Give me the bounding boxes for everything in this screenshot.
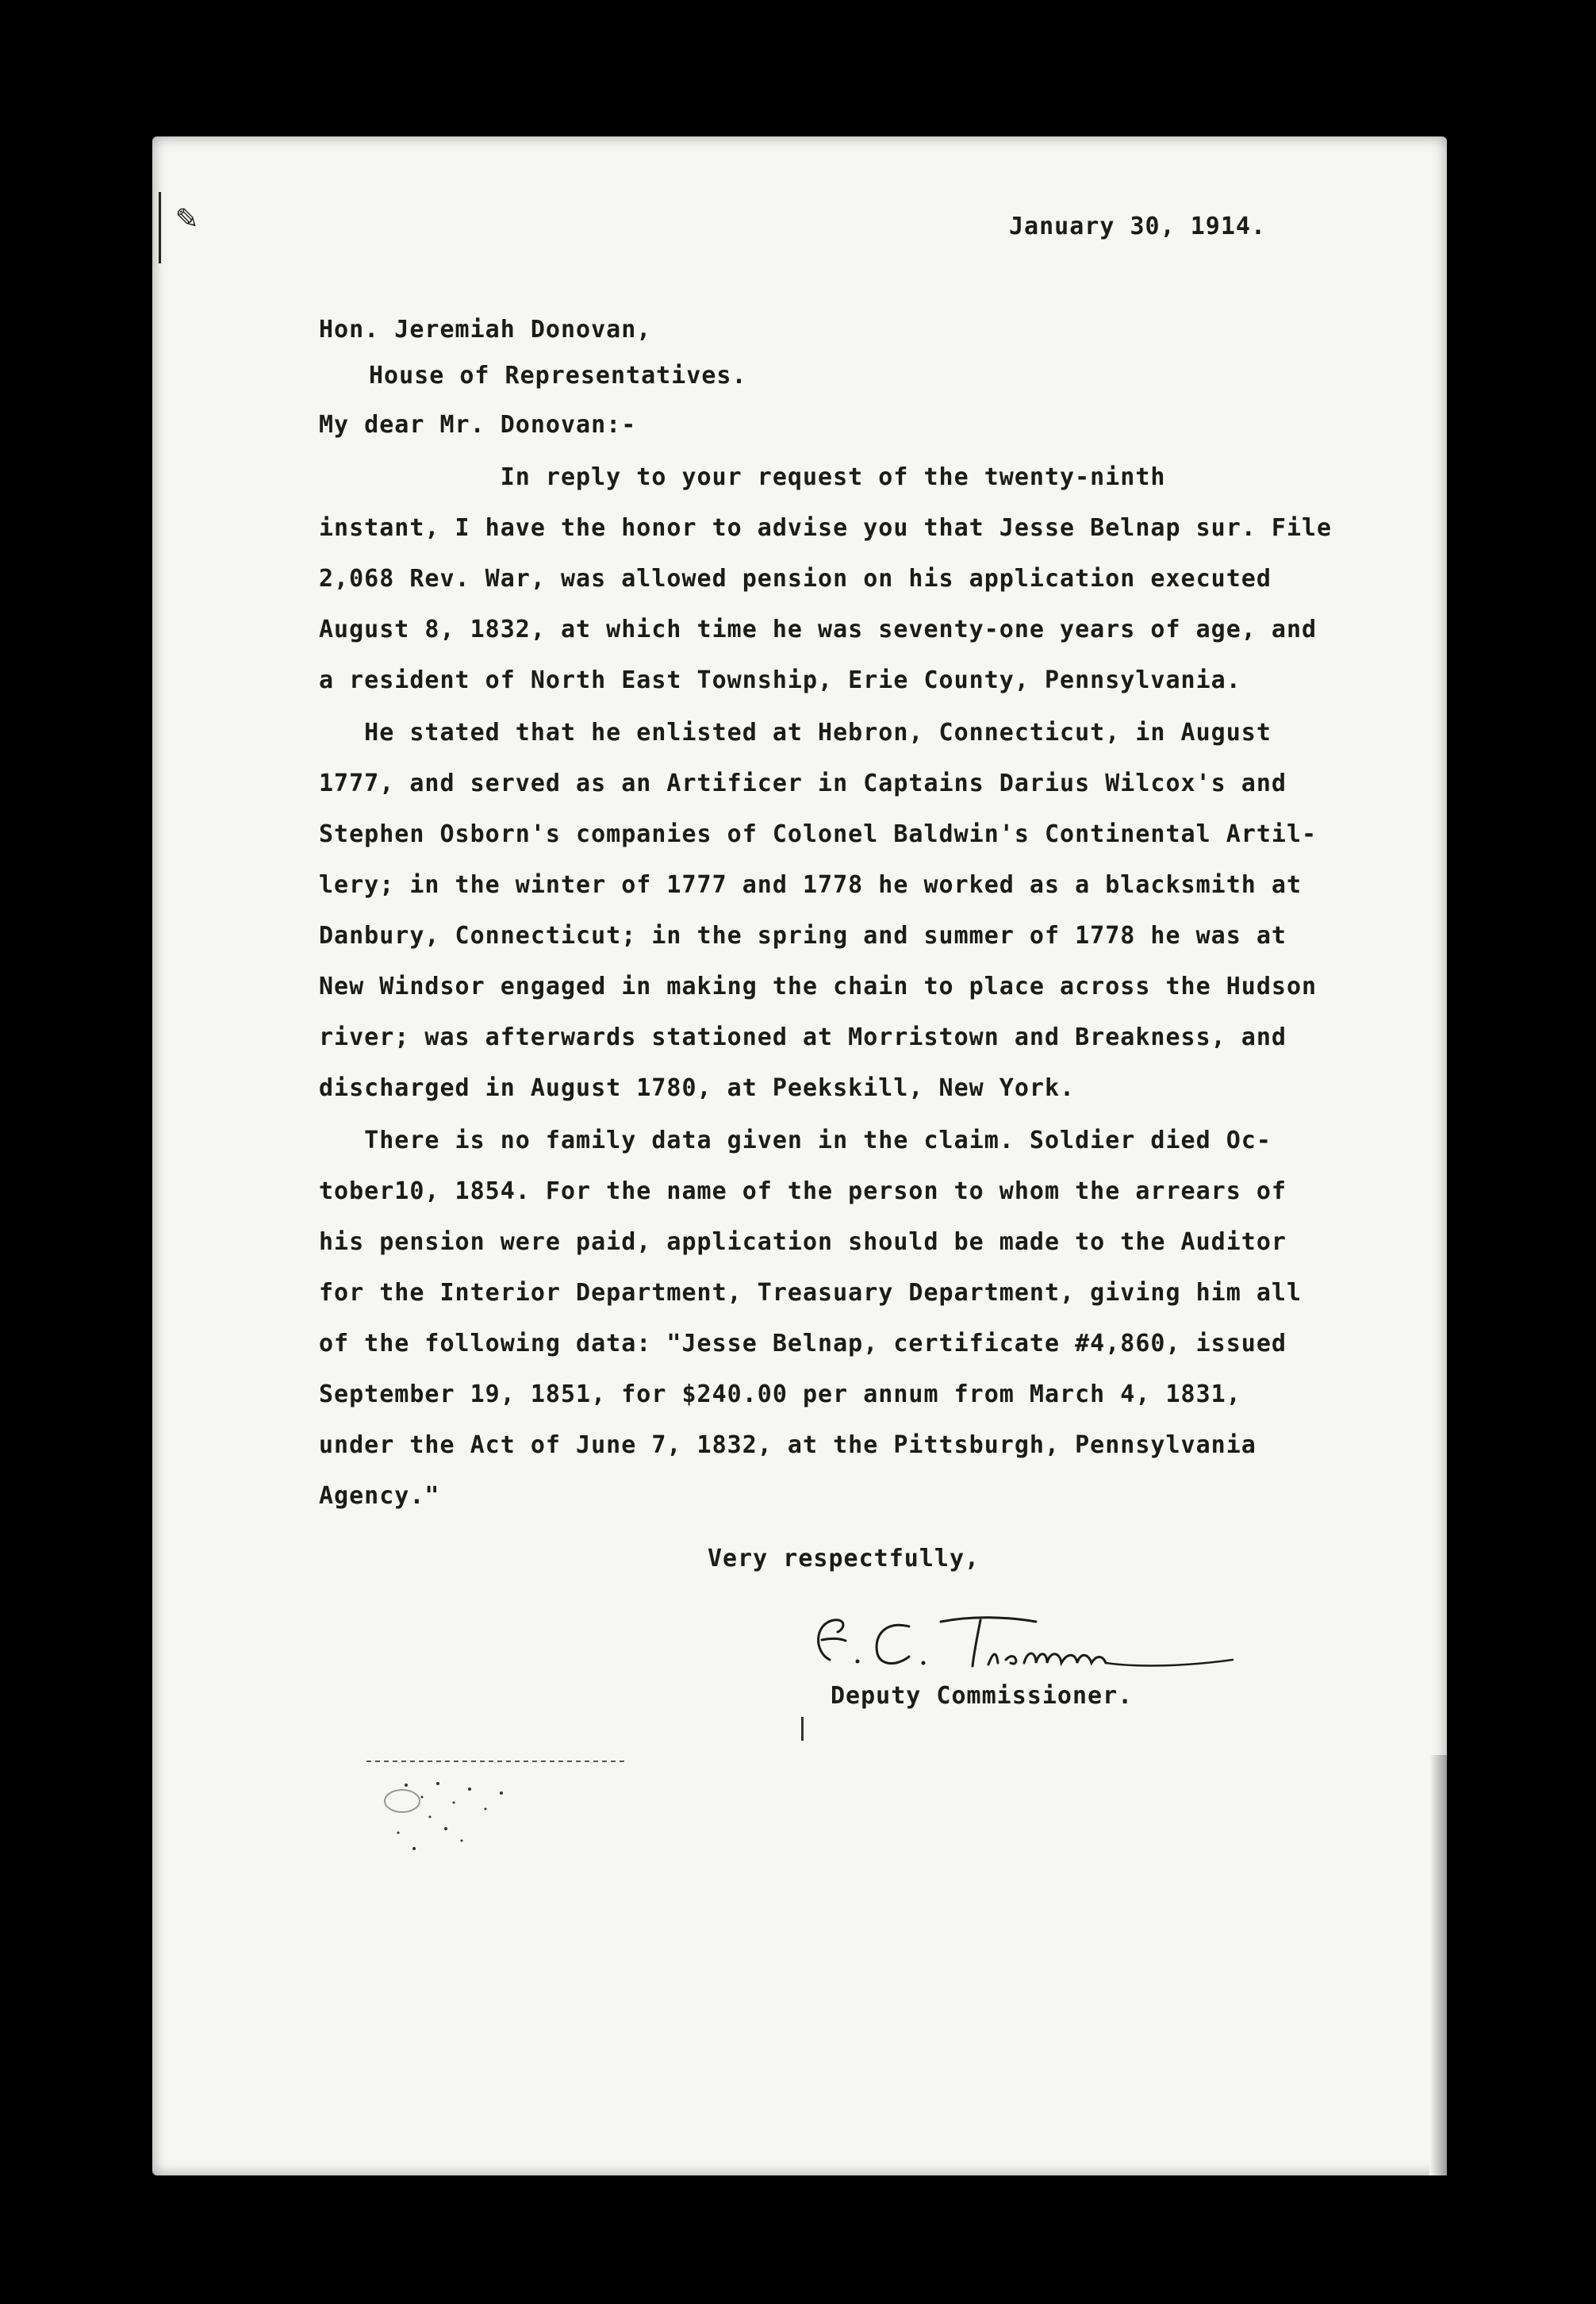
body-line: 2,068 Rev. War, was allowed pension on his application executed — [319, 565, 1272, 593]
body-line: lery; in the winter of 1777 and 1778 he worked as a blacksmith at — [319, 871, 1302, 899]
closing: Very respectfully, — [708, 1545, 980, 1572]
signature-tick — [801, 1717, 804, 1741]
body-line: tober10, 1854. For the name of the person to whom the arrears of — [319, 1177, 1287, 1205]
body-line: river; was afterwards stationed at Morristown and Breakness, and — [319, 1023, 1287, 1051]
recipient-name: Hon. Jeremiah Donovan, — [319, 316, 652, 344]
paper-edge-shadow — [1429, 1755, 1447, 2175]
letter-date: January 30, 1914. — [1009, 213, 1267, 240]
signatory-title: Deputy Commissioner. — [831, 1682, 1134, 1710]
body-line: September 19, 1851, for $240.00 per annum from March 4, 1831, — [319, 1380, 1241, 1408]
body-line: New Windsor engaged in making the chain to place across the Hudson — [319, 973, 1318, 1000]
corner-stamp-icon: ✎ — [176, 197, 198, 237]
body-line: Danbury, Connecticut; in the spring and summer of 1778 he was at — [319, 922, 1287, 950]
body-line: of the following data: "Jesse Belnap, certificate #4,860, issued — [319, 1330, 1287, 1357]
ink-smudge-marks — [200, 1753, 644, 1872]
body-line: He stated that he enlisted at Hebron, Connecticut, in August — [319, 719, 1272, 747]
body-line: August 8, 1832, at which time he was seventy-one years of age, and — [319, 616, 1318, 643]
letter-page — [152, 136, 1447, 2175]
body-line: Stephen Osborn's companies of Colonel Baldwin's Continental Artil- — [319, 820, 1318, 848]
body-line: Agency." — [319, 1482, 440, 1510]
body-line: for the Interior Department, Treasuary Department, giving him all — [319, 1279, 1302, 1307]
handwritten-signature — [798, 1604, 1242, 1684]
body-line: 1777, and served as an Artificer in Captains Darius Wilcox's and — [319, 770, 1287, 797]
body-line: In reply to your request of the twenty-ninth — [319, 463, 1166, 491]
body-line: his pension were paid, application should be made to the Auditor — [319, 1228, 1287, 1256]
body-line: under the Act of June 7, 1832, at the Pittsburgh, Pennsylvania — [319, 1431, 1256, 1459]
body-line: There is no family data given in the claim. Soldier died Oc- — [319, 1127, 1272, 1154]
body-line: a resident of North East Township, Erie County, Pennsylvania. — [319, 666, 1241, 694]
body-line: discharged in August 1780, at Peekskill, New York. — [319, 1074, 1076, 1102]
body-line: instant, I have the honor to advise you that Jesse Belnap sur. File — [319, 514, 1333, 542]
recipient-office: House of Representatives. — [369, 362, 747, 390]
salutation: My dear Mr. Donovan:- — [319, 411, 637, 439]
margin-mark — [159, 192, 161, 263]
